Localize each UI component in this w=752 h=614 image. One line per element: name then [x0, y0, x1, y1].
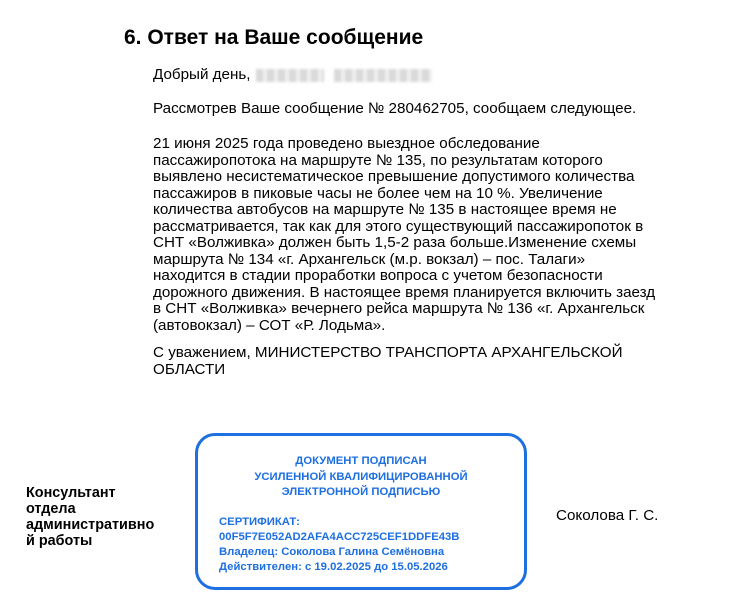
greeting-text: Добрый день, — [153, 66, 251, 83]
closing-paragraph: С уважением, МИНИСТЕРСТВО ТРАНСПОРТА АРХАНГЕЛЬСКОЙ ОБЛАСТИ — [153, 344, 623, 378]
stamp-owner: Владелец: Соколова Галина Семёновна — [219, 546, 445, 558]
signer-name: Соколова Г. С. — [556, 507, 659, 524]
body-paragraph: 21 июня 2025 года проведено выездное обследование пассажиропотока на маршруте № 135, по результатам которого выявлено несистематическое превышение допустимого количества пассажиров в пиковые часы не более чем на 10 %. Увеличение количества автобусов на маршруте № 135 в настоящее время не рассматривается, так как для этого существующий пассажиропоток в СНТ «Волживка» должен быть 1,5-2 раза больше.Изменение схемы маршрута № 134 «г. Архангельск (м.р. вокзал) – пос. Талаги» находится в стадии проработки вопроса с учетом безопасности дорожного движения. В настоящее время планируется включить заезд в СНТ «Волживка» вечернего рейса маршрута № 136 «г. Архангельск (автовокзал) – СОТ «Р. Лодьма». — [153, 135, 656, 334]
electronic-signature-stamp — [195, 433, 527, 590]
stamp-certificate-label: СЕРТИФИКАТ: — [219, 516, 300, 528]
stamp-heading: ДОКУМЕНТ ПОДПИСАН УСИЛЕННОЙ КВАЛИФИЦИРОВАННОЙ ЭЛЕКТРОННОЙ ПОДПИСЬЮ — [254, 455, 468, 498]
section-title: 6. Ответ на Ваше сообщение — [124, 26, 424, 49]
stamp-certificate-number: 00F5F7E052AD2AFA4ACC725CEF1DDFE43B — [219, 531, 460, 543]
intro-paragraph: Рассмотрев Ваше сообщение № 280462705, сообщаем следующее. — [153, 100, 637, 117]
redacted-name-first — [256, 69, 324, 82]
signatory-position: Консультант отдела административно й работы — [26, 485, 155, 549]
redacted-name-last — [334, 69, 432, 82]
stamp-validity: Действителен: с 19.02.2025 до 15.05.2026 — [219, 561, 448, 573]
greeting-line — [153, 67, 713, 84]
